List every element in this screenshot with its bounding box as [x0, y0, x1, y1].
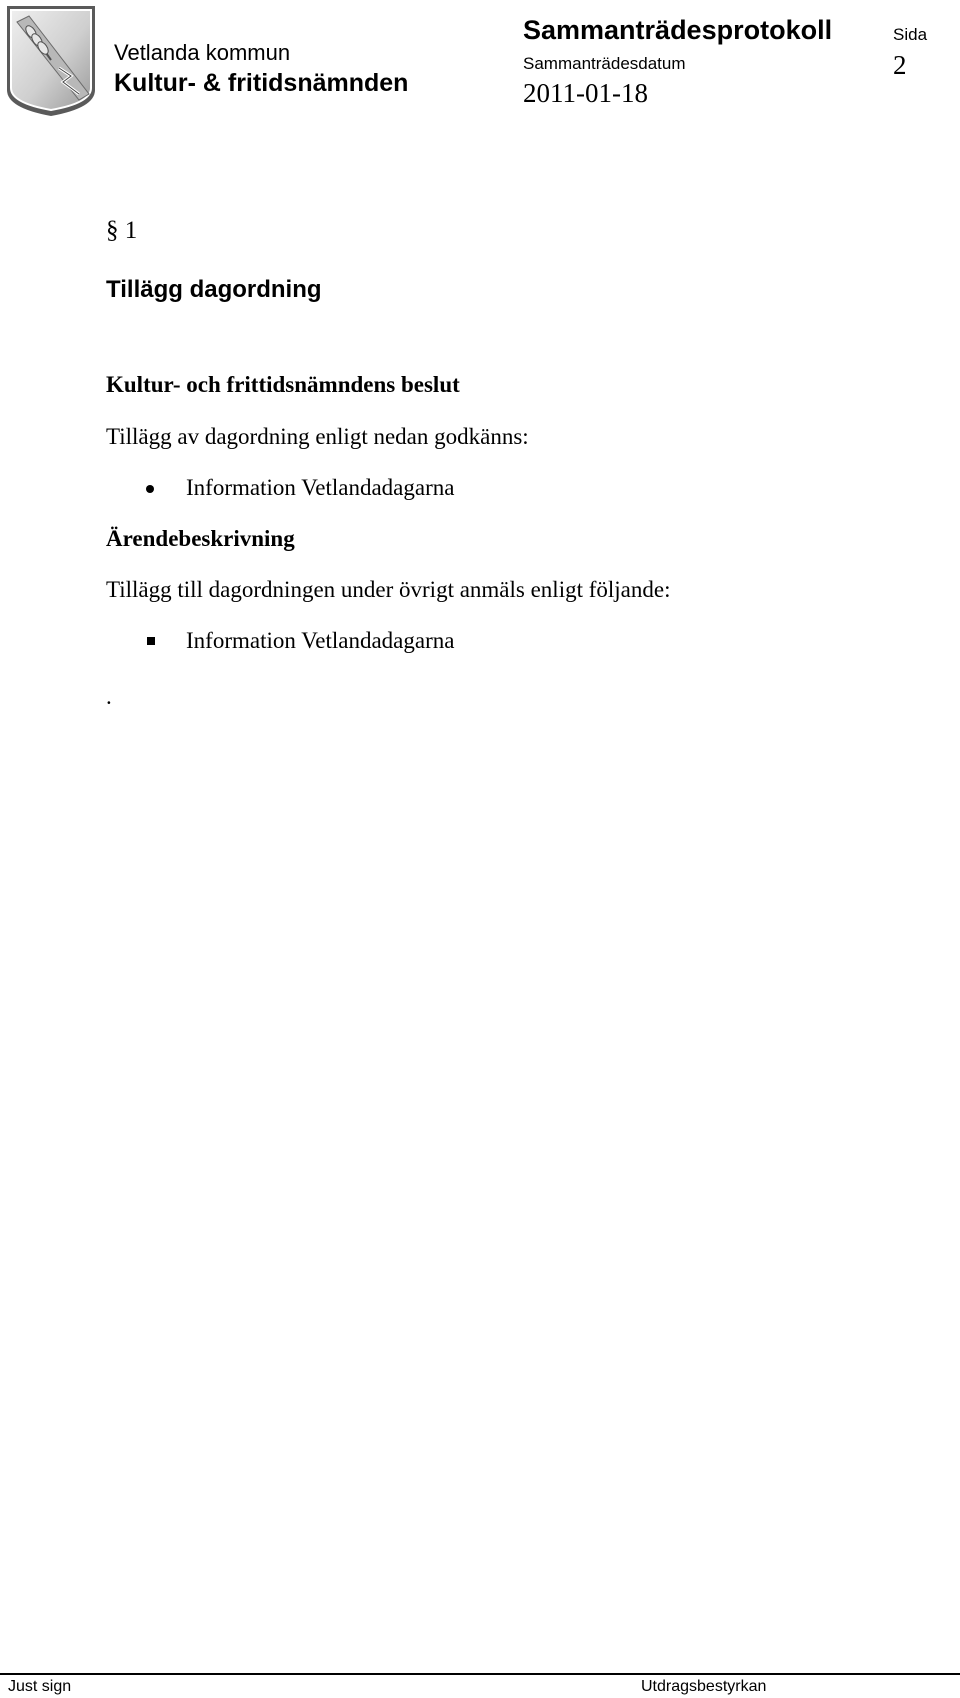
meeting-date-label: Sammanträdesdatum	[523, 54, 686, 73]
meeting-date-value: 2011-01-18	[523, 78, 648, 108]
description-heading: Ärendebeskrivning	[106, 526, 295, 551]
square-bullet-icon	[147, 637, 155, 645]
section-title: Tillägg dagordning	[106, 276, 322, 303]
round-bullet-icon	[146, 485, 154, 493]
description-list-item: Information Vetlandadagarna	[186, 628, 455, 653]
footer-certification-label: Utdragsbestyrkan	[641, 1678, 767, 1695]
crest-shield-icon	[3, 2, 99, 120]
trailing-mark: .	[106, 684, 112, 709]
description-text: Tillägg till dagordningen under övrigt anmäls enligt följande:	[106, 577, 671, 602]
decision-heading: Kultur- och frittidsnämndens beslut	[106, 372, 460, 397]
page-label: Sida	[893, 25, 928, 44]
municipal-crest-logo	[3, 2, 99, 120]
document-type-title: Sammanträdesprotokoll	[523, 15, 833, 45]
footer-signature-label: Just sign	[8, 1678, 72, 1695]
organization-name: Vetlanda kommun	[114, 40, 291, 65]
paragraph-number: § 1	[106, 217, 138, 244]
decision-text: Tillägg av dagordning enligt nedan godkänns:	[106, 424, 529, 449]
decision-list-item: Information Vetlandadagarna	[186, 475, 455, 500]
footer-divider	[0, 1673, 960, 1675]
committee-name: Kultur- & fritidsnämnden	[114, 69, 409, 97]
page-number: 2	[893, 50, 907, 80]
